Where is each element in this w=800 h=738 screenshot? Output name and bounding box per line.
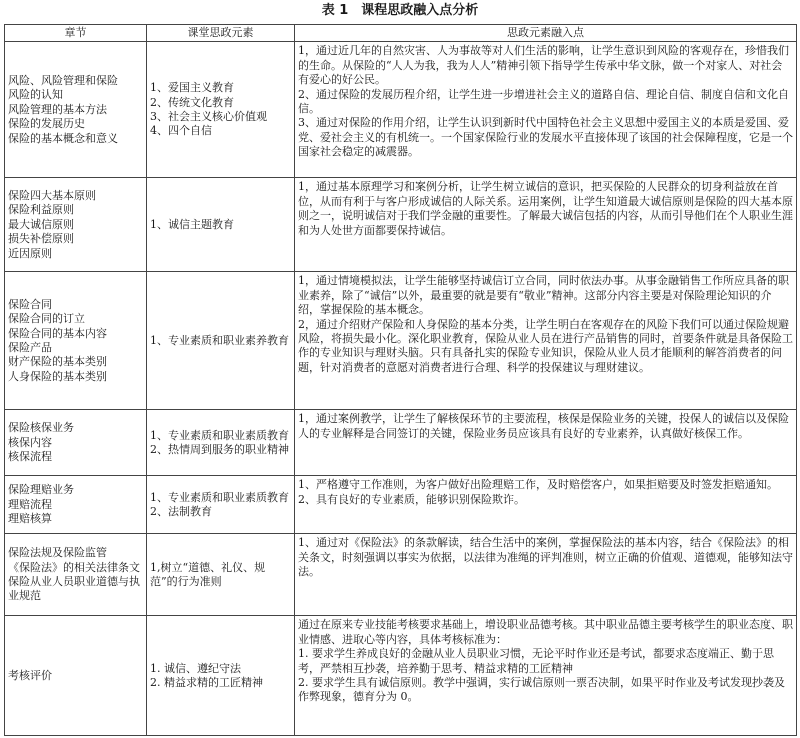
elements-cell [147,410,295,476]
chapter-cell [5,476,147,534]
chapter-line: 保险合同 [8,297,52,311]
element-line: 4、四个自信 [150,124,212,138]
chapter-line: 风险、风险管理和保险 [8,73,118,87]
element-line: 1. 诚信、遵纪守法 [150,661,241,675]
table-row [5,476,797,534]
chapter-cell [5,178,147,272]
points-cell [295,476,797,534]
point-paragraph: 2，通过介绍财产保险和人身保险的基本分类，让学生明白在客观存在的风险下我们可以通过保险规避风险，将损失最小化。深化职业教育，保险从业人员在进行产品销售的同时，首要条件就是具备保险工作的专业知识与理财头脑。只有具备扎实的保险专业知识，保险从业人员才能顺利的解答消费者的问题，针对消费者的意愿对消费者进行合理、科学的投保建议与理财建议。 [298,317,793,374]
chapter-line: 保险的发展历史 [8,117,85,131]
element-line: 1,树立“道德、礼仪、规范”的行为准则 [150,560,266,588]
chapter-cell [5,42,147,178]
table-header-row [5,25,797,42]
point-paragraph: 3、通过对保险的作用介绍，让学生认识到新时代中国特色社会主义思想中爱国主义的本质是爱国、爱党、爱社会主义的有机统一。一个国家保险行业的发展水平直接体现了该国的社会保障程度，它是一个国家社会稳定的减震器。 [298,116,793,159]
element-line: 1、专业素质和职业素质教育 [150,490,289,504]
chapter-line: 考核评价 [8,668,52,682]
chapter-line: 保险合同的订立 [8,312,85,326]
chapter-line: 保险利益原则 [8,203,74,217]
element-line: 1、爱国主义教育 [150,81,234,95]
chapter-line: 人身保险的基本类别 [8,369,107,383]
chapter-line: 财产保险的基本类别 [8,355,107,369]
point-paragraph: 1，通过案例教学，让学生了解核保环节的主要流程，核保是保险业务的关键，投保人的诚信以及保险人的专业解释是合同签订的关键，保险业务员应该具有良好的专业素养，认真做好核保工作。 [298,412,789,440]
element-line: 2、热情周到服务的职业精神 [150,442,289,456]
chapter-line: 近因原则 [8,246,52,260]
elements-cell [147,476,295,534]
point-paragraph: 1，通过基本原理学习和案例分析，让学生树立诚信的意识，把买保险的人民群众的切身利益放在首位，从而有利于与客户形成诚信的人际关系。运用案例，让学生知道最大诚信原则是保险的四大基本原则之一，说明诚信对于我们学金融的重要性。了解最大诚信包括的内容，从而引导他们在个人职业生涯和为人处世方面都要保持诚信。 [298,180,793,237]
point-paragraph: 1，通过近几年的自然灾害、人为事故等对人们生活的影响，让学生意识到风险的客观存在，珍惜我们的生命。从保险的“人人为我，我为人人”精神引领下指导学生传承中华文脉，做一个对家人、对社会有爱心的好公民。 [298,44,789,87]
chapter-line: 《保险法》的相关法律条文 [8,560,140,574]
chapter-cell [5,534,147,616]
chapter-line: 保险合同的基本内容 [8,326,107,340]
point-paragraph: 2、通过保险的发展历程介绍，让学生进一步增进社会主义的道路自信、理论自信、制度自信和文化自信。 [298,87,789,116]
chapter-line: 保险理赔业务 [8,483,74,497]
element-line: 1、诚信主题教育 [150,217,234,231]
element-line: 2. 精益求精的工匠精神 [150,675,263,689]
element-line: 1、专业素质和职业素质教育 [150,428,289,442]
chapter-cell [5,616,147,736]
chapter-line: 保险从业人员职业道德与执业规范 [8,574,140,603]
table-row [5,410,797,476]
point-paragraph: 2. 要求学生具有诚信原则。教学中强调，实行诚信原则一票否决制，如果平时作业及考试发现抄袭及作弊现象，德育分为 0。 [298,676,785,704]
chapter-line: 损失补偿原则 [8,232,74,246]
header-points: 思政元素融入点 [295,25,797,42]
chapter-line: 理赔核算 [8,512,52,526]
point-paragraph: 通过在原来专业技能考核要求基础上，增设职业品德考核。其中职业品德主要考核学生的职业态度、职业情感、进取心等内容，具体考核标准为： [298,618,793,646]
chapter-cell [5,272,147,410]
element-line: 2、传统文化教育 [150,95,234,109]
point-paragraph: 1、严格遵守工作准则，为客户做好出险理赔工作，及时赔偿客户，如果拒赔要及时签发拒赔通知。 [298,478,778,492]
chapter-line: 核保内容 [8,435,52,449]
table-row [5,42,797,178]
element-line: 1、专业素质和职业素养教育 [150,333,289,347]
elements-cell [147,42,295,178]
chapter-line: 保险核保业务 [8,421,74,435]
header-chapter: 章节 [5,25,147,42]
chapter-line: 保险法规及保险监管 [8,546,107,560]
table-row [5,534,797,616]
chapter-cell [5,410,147,476]
points-cell [295,42,797,178]
elements-cell [147,272,295,410]
point-paragraph: 1，通过情境模拟法，让学生能够坚持诚信订立合同，同时依法办事。从事金融销售工作所应具备的职业素养，除了“诚信”以外，最重要的就是要有“敬业”精神。这部分内容主要是对保险理论知识的介绍，掌握保险的基本概念。 [298,274,789,317]
element-line: 2、法制教育 [150,504,212,518]
table-row [5,178,797,272]
chapter-line: 风险管理的基本方法 [8,102,107,116]
point-paragraph: 1、通过对《保险法》的条款解读，结合生活中的案例，掌握保险法的基本内容，结合《保险法》的相关条文，时刻强调以事实为依据，以法律为准绳的评判准则，树立正确的价值观、道德观，能够知法守法。 [298,536,793,579]
chapter-line: 核保流程 [8,450,52,464]
table-caption: 表 1 课程思政融入点分析 [321,3,479,18]
chapter-line: 最大诚信原则 [8,217,74,231]
header-elements: 课堂思政元素 [147,25,295,42]
point-paragraph: 2、具有良好的专业素质，能够识别保险欺诈。 [298,492,525,506]
chapter-line: 风险的认知 [8,88,63,102]
points-cell [295,410,797,476]
elements-cell [147,616,295,736]
elements-cell [147,534,295,616]
table-row [5,616,797,736]
chapter-line: 理赔流程 [8,497,52,511]
point-paragraph: 1. 要求学生养成良好的金融从业人员职业习惯，无论平时作业还是考试，都要求态度端正、勤于思考，严禁相互抄袭，培养勤于思考、精益求精的工匠精神 [298,647,774,675]
chapter-line: 保险四大基本原则 [8,188,96,202]
chapter-line: 保险的基本概念和意义 [8,131,118,145]
chapter-line: 保险产品 [8,340,52,354]
elements-cell [147,178,295,272]
ideology-analysis-table [4,24,797,736]
points-cell [295,272,797,410]
points-cell [295,178,797,272]
element-line: 3、社会主义核心价值观 [150,109,267,123]
points-cell [295,534,797,616]
table-row [5,272,797,410]
points-cell [295,616,797,736]
